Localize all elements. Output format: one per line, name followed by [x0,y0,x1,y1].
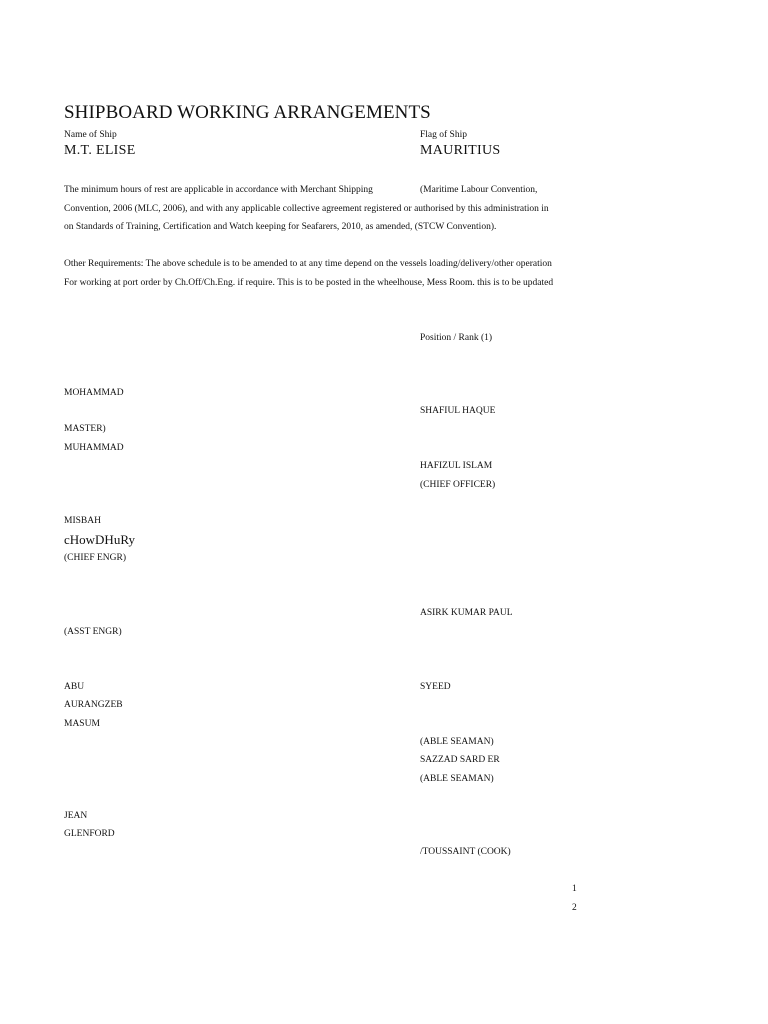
flag-value: MAURITIUS [420,143,501,158]
paragraph1-line1: The minimum hours of rest are applicable in accordance with Merchant Shipping [64,185,373,195]
crew-right-9: /TOUSSAINT (COOK) [420,847,511,857]
crew-left-9: AURANGZEB [64,700,123,710]
crew-right-3: (CHIEF OFFICER) [420,480,496,490]
crew-right-1: SHAFIUL HAQUE [420,406,496,416]
crew-left-3: MUHAMMAD [64,443,124,453]
crew-left-10: MASUM [64,719,100,729]
crew-right-7: SAZZAD SARD ER [420,755,500,765]
crew-left-8: ABU [64,682,85,692]
crew-left-2: MASTER) [64,424,106,434]
position-rank-header: Position / Rank (1) [420,333,493,343]
crew-right-5: SYEED [420,682,451,692]
crew-left-11: JEAN [64,811,88,821]
document-title: SHIPBOARD WORKING ARRANGEMENTS [64,102,431,123]
crew-left-7: (ASST ENGR) [64,627,122,637]
crew-right-8: (ABLE SEAMAN) [420,774,494,784]
crew-right-4: ASIRK KUMAR PAUL [420,608,513,618]
crew-left-6: (CHIEF ENGR) [64,553,127,563]
paragraph2-line2: For working at port order by Ch.Off/Ch.Eng. if require. This is to be posted in the wheelhouse, Mess Room. this is to be updated [64,278,554,288]
paragraph2-line1: Other Requirements: The above schedule is to be amended to at any time depend on the vessels loading/delivery/other operation [64,259,552,269]
page-number-2: 2 [572,903,577,913]
crew-left-1: MOHAMMAD [64,388,124,398]
paragraph1-line3: on Standards of Training, Certification and Watch keeping for Seafarers, 2010, as amended, (STCW Convention). [64,222,497,232]
crew-right-6: (ABLE SEAMAN) [420,737,494,747]
paragraph1-line1b: (Maritime Labour Convention, [420,185,538,195]
crew-left-5: cHowDHuRy [64,532,135,547]
ship-name-value: M.T. ELISE [64,143,136,158]
ship-name-label: Name of Ship [64,130,117,140]
crew-left-4: MISBAH [64,516,101,526]
paragraph1-line2: Convention, 2006 (MLC, 2006), and with any applicable collective agreement registered or authorised by this administration in [64,204,549,214]
page-number-1: 1 [572,884,577,894]
crew-left-12: GLENFORD [64,829,115,839]
crew-right-2: HAFIZUL ISLAM [420,461,493,471]
flag-label: Flag of Ship [420,130,467,140]
